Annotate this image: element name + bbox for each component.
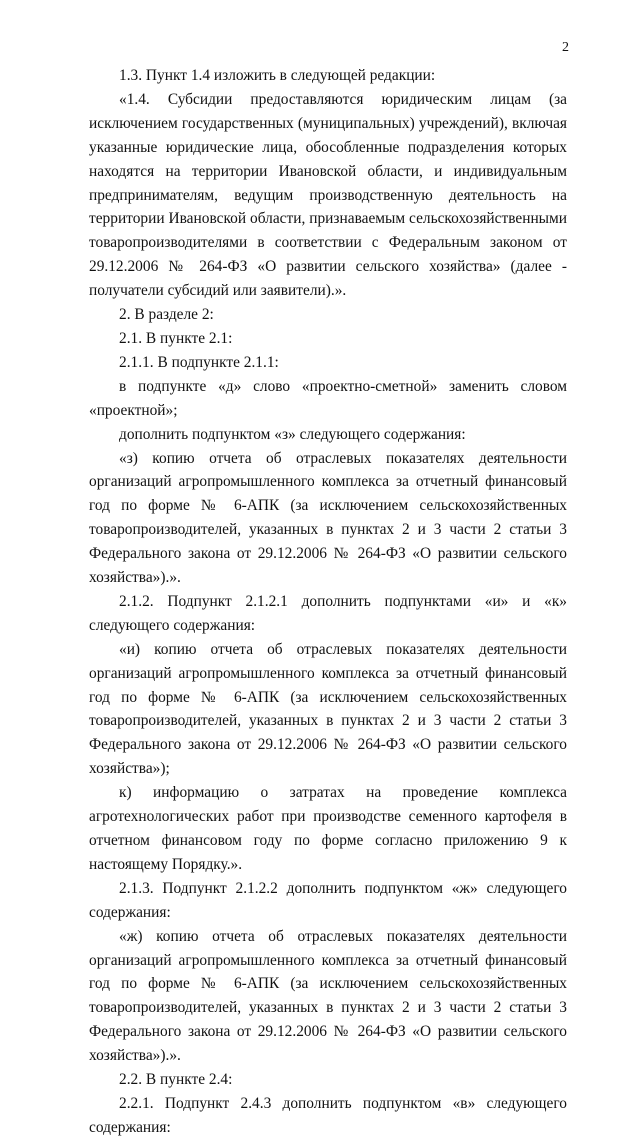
- paragraph-2-2-1: 2.2.1. Подпункт 2.4.3 дополнить подпунктом «в» следующего содержания:: [89, 1094, 567, 1136]
- paragraph-subitem-d: в подпункте «д» слово «проектно-сметной» заменить словом «проектной»;: [89, 377, 567, 419]
- paragraph-2-2: 2.2. В пункте 2.4:: [119, 1071, 233, 1089]
- paragraph-2-1-1: 2.1.1. В подпункте 2.1.1:: [119, 353, 279, 371]
- paragraph-1-3: 1.3. Пункт 1.4 изложить в следующей редакции:: [119, 67, 436, 84]
- page-number: 2: [562, 40, 569, 55]
- paragraph-2-1-2: 2.1.2. Подпункт 2.1.2.1 дополнить подпунктами «и» и «к» следующего содержания:: [89, 592, 567, 634]
- paragraph-2-1-3: 2.1.3. Подпункт 2.1.2.2 дополнить подпунктом «ж» следующего содержания:: [89, 879, 567, 921]
- paragraph-subitem-zh-text: «ж) копию отчета об отраслевых показателях деятельности организаций агропромышленного комплекса за отчетный финансовый год по форме № 6-АПК (за исключением сельскохозяйственных товаропроизводителей, указанных в пунктах 2 и 3 части 2 статьи 3 Федерального закона от 29.12.2006 № 264-ФЗ «О развитии сельского хозяйства»).».: [89, 927, 567, 1065]
- paragraph-subitem-k-text: к) информацию о затратах на проведение комплекса агротехнологических работ при производстве семенного картофеля в отчетном финансовом году по форме согласно приложению 9 к настоящему Порядку.».: [89, 784, 567, 873]
- paragraph-subitem-z-text: «з) копию отчета об отраслевых показателях деятельности организаций агропромышленного комплекса за отчетный финансовый год по форме № 6-АПК (за исключением сельскохозяйственных товаропроизводителей, указанных в пунктах 2 и 3 части 2 статьи 3 Федерального закона от 29.12.2006 № 264-ФЗ «О развитии сельского хозяйства»).».: [89, 449, 567, 587]
- paragraph-subitem-i-text: «и) копию отчета об отраслевых показателях деятельности организаций агропромышленного комплекса за отчетный финансовый год по форме № 6-АПК (за исключением сельскохозяйственных товаропроизводителей, указанных в пунктах 2 и 3 части 2 статьи 3 Федерального закона от 29.12.2006 № 264-ФЗ «О развитии сельского хозяйства»);: [89, 640, 567, 778]
- paragraph-section-2: 2. В разделе 2:: [119, 306, 214, 324]
- paragraph-2-1: 2.1. В пункте 2.1:: [119, 329, 233, 347]
- paragraph-add-subitem-z: дополнить подпунктом «з» следующего содержания:: [119, 425, 466, 443]
- document-body: [89, 64, 567, 1140]
- paragraph-1-4-text: «1.4. Субсидии предоставляются юридическим лицам (за исключением государственных (муниципальных) учреждений), включая указанные юридические лица, обособленные подразделения которых находятся на территории Ивановской области, и индивидуальным предпринимателям, ведущим производственную деятельность на территории Ивановской области, признаваемым сельскохозяйственными товаропроизводителями в соответствии с Федеральным законом от 29.12.2006 № 264-ФЗ «О развитии сельского хозяйства» (далее - получатели субсидий или заявители).».: [89, 90, 567, 300]
